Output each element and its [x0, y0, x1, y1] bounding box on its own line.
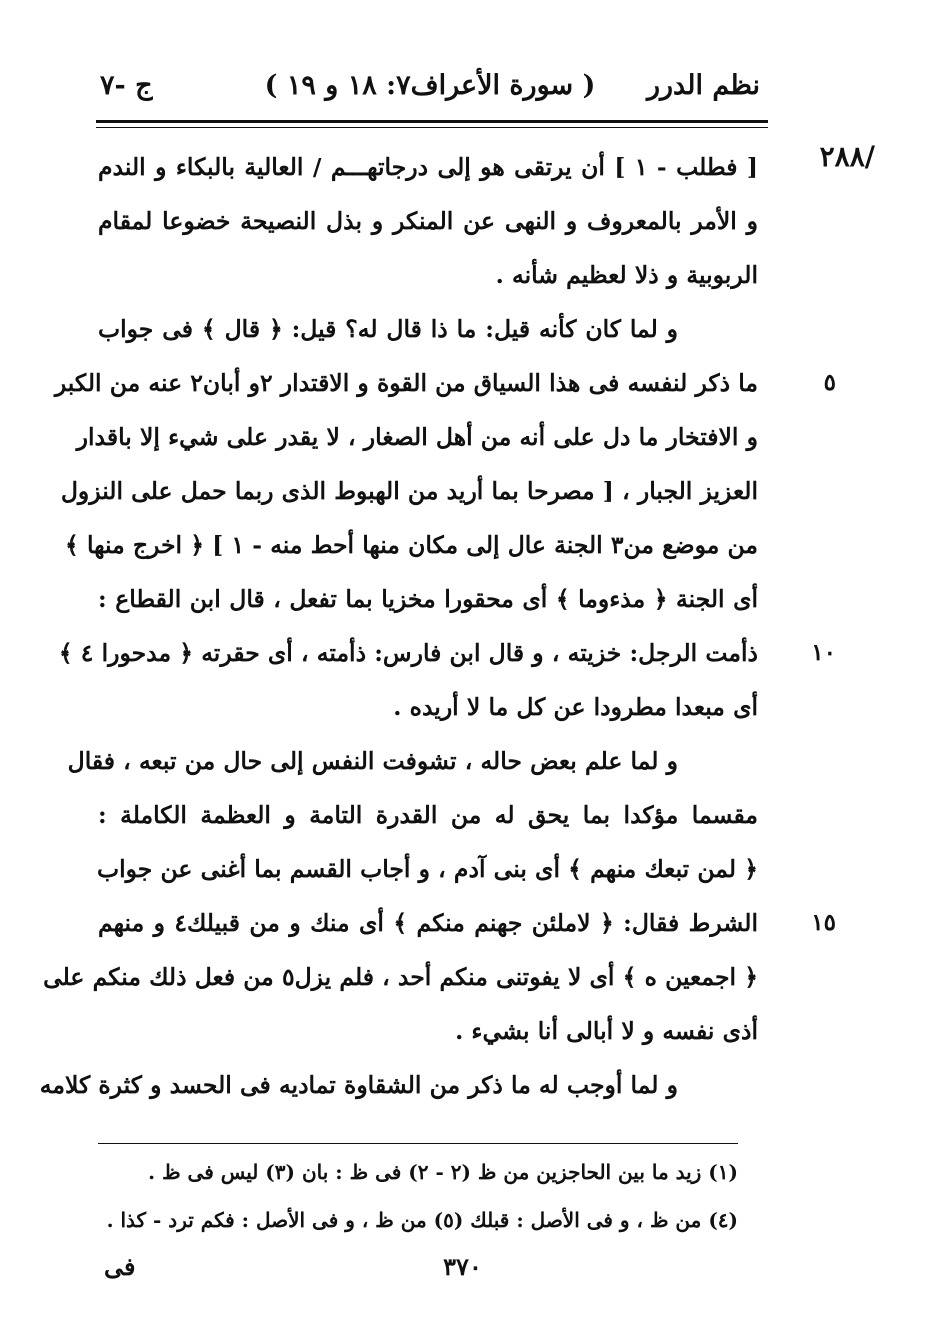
text-line: [98, 248, 758, 302]
line-number: ١٠: [811, 639, 836, 666]
text-line: [76, 410, 758, 464]
text-line-content: من موضع من٣ الجنة عال إلى مكان منها أحط منه - ١ ] ﴿ اخرج منها ﴾: [65, 531, 758, 559]
text-line: [98, 194, 758, 248]
text-line: [54, 356, 836, 410]
text-line-content: أذى نفسه و لا أبالى أنا بشيء .: [455, 1017, 758, 1045]
volume-number: ج -٧: [100, 70, 153, 101]
text-line-content: ما ذكر لنفسه فى هذا السياق من القوة و الاقتدار ٢و أبان٢ عنه من الكبر: [54, 369, 758, 397]
footnote: (١) زيد ما بين الحاجزين من ظ (٢ - ٢) فى ظ : بان (٣) ليس فى ظ .: [148, 1160, 738, 1184]
text-line: [67, 734, 758, 788]
text-line-content: أى الجنة ﴿ مذءوما ﴾ أى محقورا مخزيا بما تفعل ، قال ابن القطاع :: [98, 585, 758, 613]
text-line-content: الربوبية و ذلا لعظيم شأنه .: [495, 261, 758, 289]
text-line: [43, 950, 758, 1004]
text-line: [98, 788, 758, 842]
line-number: ٥: [823, 369, 836, 396]
line-number: ١٥: [811, 909, 836, 936]
text-line: [65, 518, 758, 572]
text-line-content: و الأمر بالمعروف و النهى عن المنكر و بذل النصيحة خضوعا لمقام: [98, 207, 758, 235]
text-line-content: ذأمت الرجل: خزيته ، و قال ابن فارس: ذأمته ، أى حقرته ﴿ مدحورا ٤ ﴾: [58, 639, 758, 667]
text-line: [98, 1004, 758, 1058]
header-rule-thick: [96, 120, 768, 123]
catchword: فى: [104, 1252, 136, 1281]
text-line: [98, 140, 758, 194]
text-line-content: العزيز الجبار ، [ مصرحا بما أريد من الهبوط الذى ربما حمل على النزول: [60, 477, 758, 505]
text-line-content: ﴿ اجمعين ه ﴾ أى لا يفوتنى منكم أحد ، فلم يزل٥ من فعل ذلك منكم على: [43, 963, 758, 991]
page-number: ٣٧٠: [443, 1252, 482, 1281]
text-line: [58, 626, 836, 680]
header-rule-thin: [96, 127, 768, 128]
main-text: [39, 140, 836, 1112]
text-line-content: الشرط فقال: ﴿ لاملئن جهنم منكم ﴾ أى منك و من قبيلك٤ و منهم: [98, 909, 758, 937]
text-line: [98, 572, 758, 626]
text-line: [98, 842, 758, 896]
surah-reference: ( سورة الأعراف٧: ١٨ و ١٩ ): [264, 70, 596, 101]
footnote-rule: [98, 1143, 738, 1144]
book-title: نظم الدرر: [646, 70, 760, 101]
text-line-content: [ فطلب - ١ ] أن يرتقى هو إلى درجاتهـــم / العالية بالبكاء و الندم: [98, 153, 758, 181]
footnote: (٤) من ظ ، و فى الأصل : قبلك (٥) من ظ ، و فى الأصل : فكم ترد - كذا .: [106, 1208, 738, 1232]
text-line-content: و لما علم بعض حاله ، تشوفت النفس إلى حال من تبعه ، فقال: [67, 747, 678, 775]
margin-manuscript-folio: /٢٨٨: [819, 140, 875, 173]
footnotes: [98, 1148, 738, 1244]
text-line: [98, 896, 836, 950]
text-line: [98, 680, 758, 734]
text-line-content: و الافتخار ما دل على أنه من أهل الصغار ، لا يقدر على شيء إلا باقدار: [76, 423, 758, 451]
text-line-content: أى مبعدا مطرودا عن كل ما لا أريده .: [393, 693, 758, 721]
text-line: [60, 464, 758, 518]
text-line-content: مقسما مؤكدا بما يحق له من القدرة التامة و العظمة الكاملة :: [98, 801, 758, 829]
running-header: [100, 70, 760, 116]
text-line: [39, 1058, 758, 1112]
text-line: [98, 302, 758, 356]
text-line-content: و لما أوجب له ما ذكر من الشقاوة تماديه فى الحسد و كثرة كلامه: [39, 1071, 678, 1099]
text-line-content: و لما كان كأنه قيل: ما ذا قال له؟ قيل: ﴿ قال ﴾ فى جواب: [98, 315, 678, 343]
text-line-content: ﴿ لمن تبعك منهم ﴾ أى بنى آدم ، و أجاب القسم بما أغنى عن جواب: [97, 855, 758, 883]
